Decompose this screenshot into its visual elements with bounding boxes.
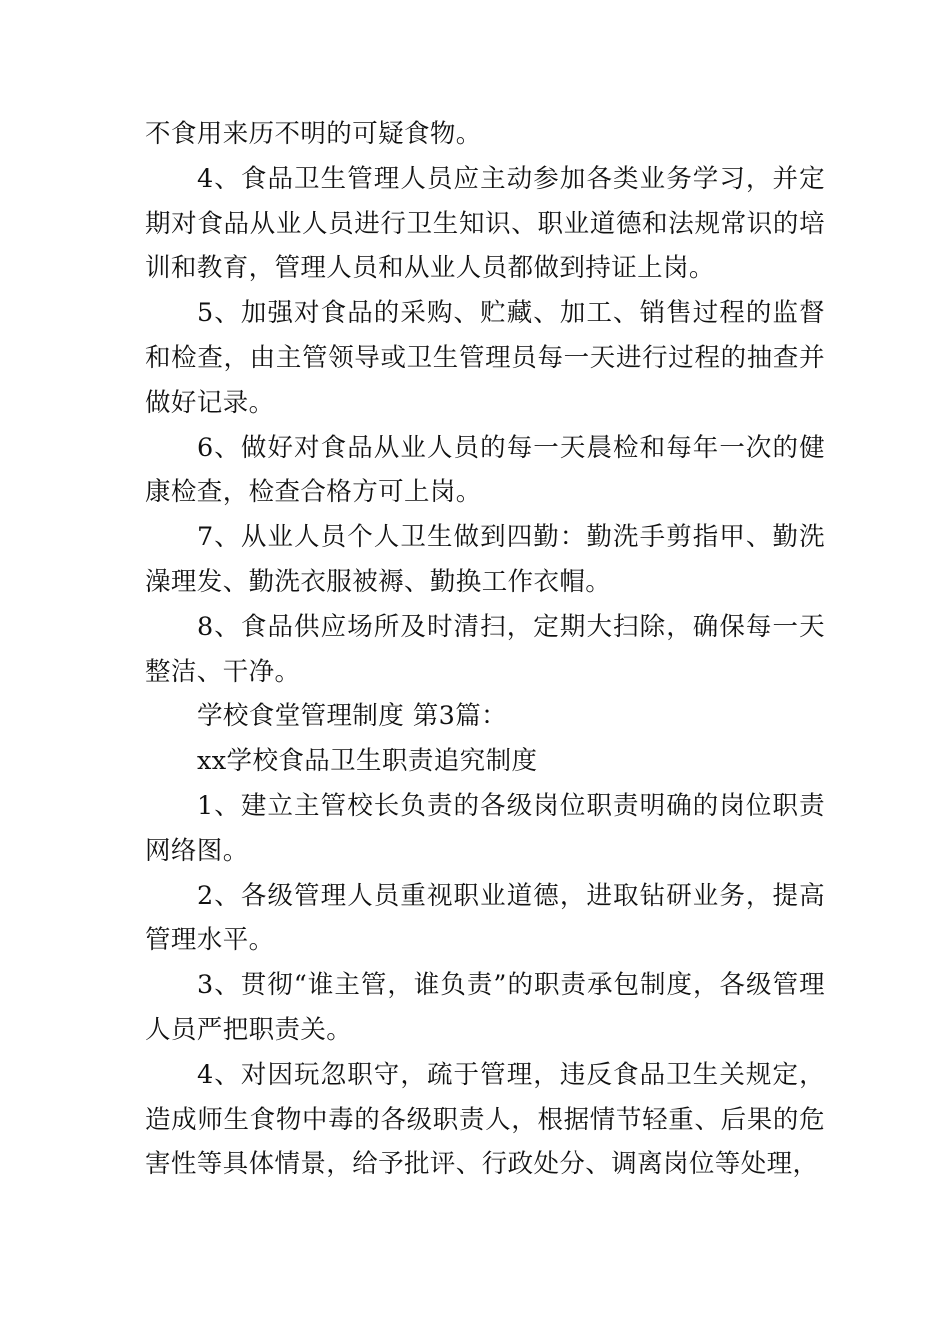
paragraph-item-4b: 4、对因玩忽职守，疏于管理，违反食品卫生关规定，造成师生食物中毒的各级职责人，根据情节轻重、后果的危害性等具体情景，给予批评、行政处分、调离岗位等处理， <box>145 1059 825 1180</box>
paragraph-item-8: 8、食品供应场所及时清扫，定期大扫除，确保每一天整洁、干净。 <box>145 611 825 687</box>
paragraph-item-7: 7、从业人员个人卫生做到四勤：勤洗手剪指甲、勤洗澡理发、勤洗衣服被褥、勤换工作衣帽。 <box>145 522 825 597</box>
paragraph-continuation: 不食用来历不明的可疑食物。 <box>145 119 482 149</box>
paragraph-item-2: 2、各级管理人员重视职业道德，进取钻研业务，提高管理水平。 <box>145 880 825 956</box>
paragraph-item-4: 4、食品卫生管理人员应主动参加各类业务学习，并定期对食品从业人员进行卫生知识、职业道德和法规常识的培训和教育，管理人员和从业人员都做到持证上岗。 <box>145 163 825 284</box>
paragraph-item-3: 3、贯彻“谁主管，谁负责”的职责承包制度，各级管理人员严把职责关。 <box>145 970 825 1045</box>
section-subtitle: xx学校食品卫生职责追究制度 <box>197 746 538 777</box>
document-body <box>145 112 825 1187</box>
paragraph-item-1: 1、建立主管校长负责的各级岗位职责明确的岗位职责网络图。 <box>145 790 825 866</box>
section-heading: 学校食堂管理制度 第3篇： <box>197 701 508 732</box>
paragraph-item-5: 5、加强对食品的采购、贮藏、加工、销售过程的监督和检查，由主管领导或卫生管理员每一天进行过程的抽查并做好记录。 <box>145 298 825 418</box>
paragraph-item-6: 6、做好对食品从业人员的每一天晨检和每年一次的健康检查，检查合格方可上岗。 <box>145 432 825 508</box>
